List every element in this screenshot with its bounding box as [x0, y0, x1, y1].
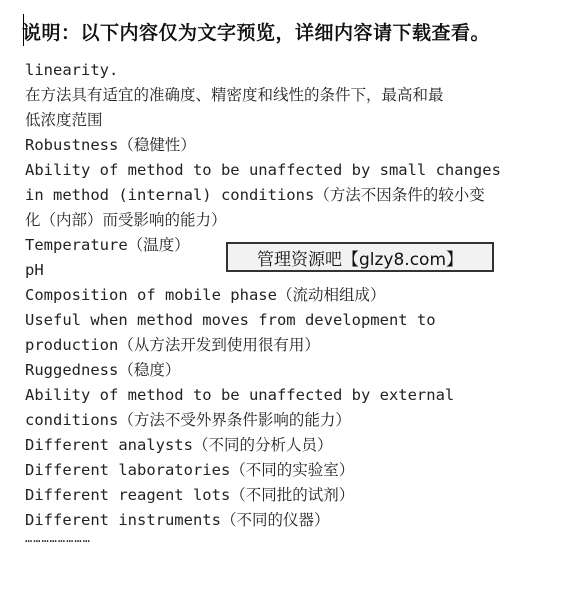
text-line: Useful when method moves from development to [25, 311, 436, 329]
text-line: Different instruments（不同的仪器） [25, 511, 330, 529]
text-line: Different reagent lots（不同批的试剂） [25, 486, 355, 504]
text-line: conditions（方法不受外界条件影响的能力） [25, 411, 351, 429]
preview-notice: 说明：以下内容仅为文字预览，详细内容请下载查看。 [22, 22, 491, 44]
text-line: Different analysts（不同的分析人员） [25, 436, 333, 454]
text-line: Ruggedness（稳度） [25, 361, 181, 379]
continuation-ellipsis: …………………… [25, 531, 91, 545]
text-line: production（从方法开发到使用很有用） [25, 336, 320, 354]
text-line: Temperature（温度） [25, 236, 190, 254]
text-line: Ability of method to be unaffected by small changes [25, 161, 501, 179]
text-line: 在方法具有适宜的准确度、精密度和线性的条件下，最高和最 [25, 86, 444, 104]
text-line: Ability of method to be unaffected by external [25, 386, 455, 404]
text-line: pH [25, 261, 44, 279]
text-line: in method (internal) conditions（方法不因条件的较小变 [25, 186, 485, 204]
text-line: Robustness（稳健性） [25, 136, 196, 154]
site-watermark: 管理资源吧【glzy8.com】 [226, 242, 494, 272]
text-line: Composition of mobile phase（流动相组成） [25, 286, 386, 304]
text-line: linearity. [25, 61, 119, 79]
text-line: Different laboratories（不同的实验室） [25, 461, 355, 479]
document-body [25, 58, 565, 533]
text-line: 低浓度范围 [25, 111, 103, 129]
text-line: 化（内部）而受影响的能力） [25, 211, 227, 229]
